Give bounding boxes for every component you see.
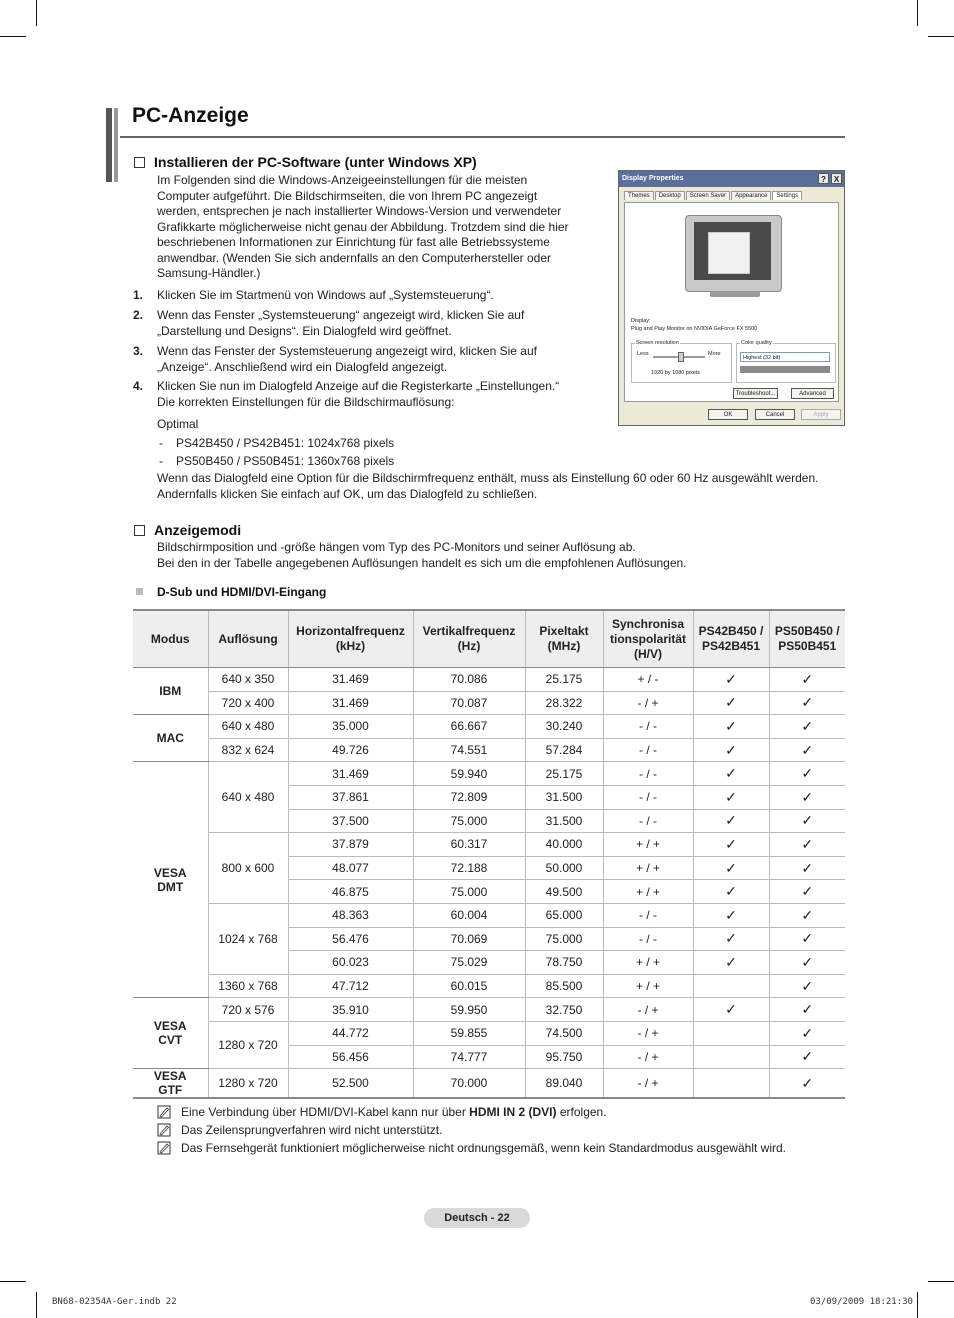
settings-panel xyxy=(624,202,839,402)
color-bar xyxy=(740,366,830,373)
vfreq-cell: 74.551 xyxy=(413,738,525,762)
resolution-cell: 1280 x 720 xyxy=(208,1069,288,1099)
vfreq-cell: 70.086 xyxy=(413,668,525,692)
title-accent-bar xyxy=(114,108,118,182)
hfreq-cell: 35.910 xyxy=(288,998,413,1022)
hfreq-cell: 47.712 xyxy=(288,974,413,998)
crop-mark xyxy=(36,0,37,26)
table-row xyxy=(133,833,845,857)
checkbox-bullet-icon xyxy=(134,525,145,536)
ps42-check-cell: ✓ xyxy=(693,691,769,715)
table-row xyxy=(133,1021,845,1045)
sync-cell: - / - xyxy=(603,809,693,833)
mode-cell: VESA GTF xyxy=(133,1069,208,1099)
pixelclock-cell: 57.284 xyxy=(525,738,603,762)
text-line: Wenn das Fenster „Systemsteuerung“ angezeigt wird, klicken Sie auf xyxy=(157,308,525,322)
step-number: 3. xyxy=(133,344,144,358)
ps42-check-cell: ✓ xyxy=(693,809,769,833)
note-icon xyxy=(157,1105,171,1119)
ps50-check-cell: ✓ xyxy=(769,1069,845,1099)
pixelclock-cell: 65.000 xyxy=(525,903,603,927)
modes-paragraph xyxy=(157,540,847,571)
sync-cell: - / + xyxy=(603,691,693,715)
imprint-date: 03/09/2009 18:21:30 xyxy=(810,1297,913,1307)
resolution-cell: 1280 x 720 xyxy=(208,1021,288,1068)
column-header: Modus xyxy=(133,610,208,668)
hfreq-cell: 35.000 xyxy=(288,715,413,739)
ps50-check-cell: ✓ xyxy=(769,880,845,904)
dialog-title-bar xyxy=(619,171,844,187)
sync-cell: - / - xyxy=(603,785,693,809)
ps50-check-cell: ✓ xyxy=(769,785,845,809)
resolution-value: 1920 by 1080 pixels xyxy=(651,370,700,376)
pixelclock-cell: 50.000 xyxy=(525,856,603,880)
ps42-check-cell: ✓ xyxy=(693,951,769,975)
step-number: 2. xyxy=(133,308,144,322)
tab-settings[interactable]: Settings xyxy=(772,191,802,200)
ps42-check-cell: ✓ xyxy=(693,668,769,692)
crop-mark xyxy=(36,1292,37,1318)
pixelclock-cell: 89.040 xyxy=(525,1069,603,1099)
hfreq-cell: 44.772 xyxy=(288,1021,413,1045)
table-row xyxy=(133,691,845,715)
window-preview xyxy=(708,232,750,274)
hfreq-cell: 60.023 xyxy=(288,951,413,975)
note-text-part: erfolgen. xyxy=(556,1105,607,1119)
text-line: Die korrekten Einstellungen für die Bildschirmauflösung: xyxy=(157,394,455,409)
monitor-icon xyxy=(685,215,782,292)
vfreq-cell: 74.777 xyxy=(413,1045,525,1069)
section-heading-text: Anzeigemodi xyxy=(154,522,242,538)
table-header-row xyxy=(133,610,845,668)
vfreq-cell: 60.015 xyxy=(413,974,525,998)
text-line: Grafikkarte möglicherweise nicht genau der Abbildung. Trotzdem sind die hier xyxy=(157,219,569,234)
ps42-check-cell: ✓ xyxy=(693,738,769,762)
table-row xyxy=(133,738,845,762)
column-header: Pixeltakt (MHz) xyxy=(525,610,603,668)
color-group xyxy=(736,343,836,383)
vfreq-cell: 72.188 xyxy=(413,856,525,880)
vfreq-cell: 60.317 xyxy=(413,833,525,857)
hfreq-cell: 56.476 xyxy=(288,927,413,951)
pixelclock-cell: 32.750 xyxy=(525,998,603,1022)
text-line: Klicken Sie im Startmenü von Windows auf „Systemsteuerung“. xyxy=(157,288,494,302)
sync-cell: + / + xyxy=(603,951,693,975)
table-row xyxy=(133,762,845,786)
ps50-check-cell: ✓ xyxy=(769,809,845,833)
sync-cell: - / - xyxy=(603,738,693,762)
section-heading-install xyxy=(133,154,477,170)
mode-cell: VESA DMT xyxy=(133,762,208,998)
pixelclock-cell: 30.240 xyxy=(525,715,603,739)
intro-paragraph xyxy=(157,173,597,282)
ps50-check-cell: ✓ xyxy=(769,903,845,927)
ps50-check-cell: ✓ xyxy=(769,833,845,857)
step-number: 1. xyxy=(133,288,144,302)
resolution-cell: 720 x 576 xyxy=(208,998,288,1022)
vfreq-cell: 59.950 xyxy=(413,998,525,1022)
column-header: PS50B450 / PS50B451 xyxy=(769,610,845,668)
vfreq-cell: 60.004 xyxy=(413,903,525,927)
sync-cell: - / + xyxy=(603,1069,693,1099)
ps42-check-cell xyxy=(693,1021,769,1045)
vfreq-cell: 70.000 xyxy=(413,1069,525,1099)
dash-bullet: - xyxy=(159,454,163,468)
ps42-check-cell xyxy=(693,1045,769,1069)
hfreq-cell: 31.469 xyxy=(288,668,413,692)
page-title: PC-Anzeige xyxy=(132,104,249,127)
ps42-check-cell: ✓ xyxy=(693,903,769,927)
mode-cell: IBM xyxy=(133,668,208,715)
table-subheading: D-Sub und HDMI/DVI-Eingang xyxy=(157,585,327,599)
tab-screen-saver[interactable]: Screen Saver xyxy=(686,191,730,200)
hfreq-cell: 46.875 xyxy=(288,880,413,904)
vfreq-cell: 75.029 xyxy=(413,951,525,975)
dash-bullet: - xyxy=(159,436,163,450)
display-properties-dialog xyxy=(618,170,845,426)
note-text-part: Eine Verbindung über HDMI/DVI-Kabel kann nur über xyxy=(181,1105,470,1119)
text-line: „Darstellung und Designs“. Ein Dialogfeld wird geöffnet. xyxy=(157,323,452,338)
ps50-check-cell: ✓ xyxy=(769,1021,845,1045)
dialog-title: Display Properties xyxy=(622,175,684,182)
sync-cell: + / + xyxy=(603,880,693,904)
hfreq-cell: 52.500 xyxy=(288,1069,413,1099)
sync-cell: + / + xyxy=(603,833,693,857)
hfreq-cell: 48.363 xyxy=(288,903,413,927)
vfreq-cell: 70.087 xyxy=(413,691,525,715)
tab-appearance[interactable]: Appearance xyxy=(731,191,771,200)
text-line: Samsung-Händler.) xyxy=(157,266,261,280)
vfreq-cell: 72.809 xyxy=(413,785,525,809)
sync-cell: - / - xyxy=(603,903,693,927)
crop-mark xyxy=(917,1292,918,1318)
note-icon xyxy=(157,1123,171,1137)
crop-mark xyxy=(0,1281,26,1282)
text-line: beschriebenen Informationen zur Einrichtung für fast alle Betriebssysteme xyxy=(157,235,550,249)
hfreq-cell: 49.726 xyxy=(288,738,413,762)
text-line: „Anzeige“. Anschließend wird ein Dialogfeld angezeigt. xyxy=(157,359,448,374)
resolution-cell: 640 x 350 xyxy=(208,668,288,692)
crop-mark xyxy=(928,1281,954,1282)
sync-cell: - / + xyxy=(603,998,693,1022)
ps42-check-cell: ✓ xyxy=(693,927,769,951)
tab-themes[interactable]: Themes xyxy=(624,191,654,200)
vfreq-cell: 70.069 xyxy=(413,927,525,951)
resolution-cell: 720 x 400 xyxy=(208,691,288,715)
pixelclock-cell: 31.500 xyxy=(525,809,603,833)
vfreq-cell: 59.940 xyxy=(413,762,525,786)
text-line: Klicken Sie nun im Dialogfeld Anzeige auf die Registerkarte „Einstellungen.“ xyxy=(157,379,560,393)
column-header: Auflösung xyxy=(208,610,288,668)
hfreq-cell: 31.469 xyxy=(288,691,413,715)
notes-list xyxy=(157,1103,786,1157)
ps50-check-cell: ✓ xyxy=(769,762,845,786)
ok-button[interactable]: OK xyxy=(708,409,748,420)
text-line: Computer aufgeführt. Die Bildschirmseiten, die von Ihrem PC angezeigt xyxy=(157,188,538,203)
resolution-cell: 640 x 480 xyxy=(208,715,288,739)
ps50-check-cell: ✓ xyxy=(769,1045,845,1069)
text-line: Im Folgenden sind die Windows-Anzeigeeinstellungen für die meisten xyxy=(157,173,528,187)
vfreq-cell: 75.000 xyxy=(413,809,525,833)
less-label: Less xyxy=(637,351,649,357)
pixelclock-cell: 78.750 xyxy=(525,951,603,975)
troubleshoot-button[interactable]: Troubleshoot... xyxy=(733,388,778,399)
page-number-badge: Deutsch - 22 xyxy=(424,1208,530,1228)
resolution-group xyxy=(631,343,732,383)
note-item xyxy=(157,1121,786,1139)
resolution-cell: 640 x 480 xyxy=(208,762,288,833)
ps42-check-cell: ✓ xyxy=(693,785,769,809)
advanced-button[interactable]: Advanced xyxy=(791,388,834,399)
sync-cell: - / + xyxy=(603,1021,693,1045)
apply-button[interactable]: Apply xyxy=(801,409,841,420)
crop-mark xyxy=(917,0,918,26)
sync-cell: + / - xyxy=(603,668,693,692)
pixelclock-cell: 95.750 xyxy=(525,1045,603,1069)
step-number: 4. xyxy=(133,379,144,393)
column-header: Horizontalfrequenz (kHz) xyxy=(288,610,413,668)
sync-cell: - / + xyxy=(603,1045,693,1069)
section-heading-text: Installieren der PC-Software (unter Windows XP) xyxy=(154,154,477,170)
step-2 xyxy=(133,308,525,339)
table-row xyxy=(133,998,845,1022)
hfreq-cell: 56.456 xyxy=(288,1045,413,1069)
title-divider xyxy=(120,136,845,138)
crop-mark xyxy=(928,36,954,37)
ps42-check-cell: ✓ xyxy=(693,715,769,739)
display-modes-table xyxy=(133,609,845,1099)
note-icon xyxy=(157,1141,171,1155)
hfreq-cell: 31.469 xyxy=(288,762,413,786)
table-row xyxy=(133,1069,845,1099)
text-line: Bildschirmposition und -größe hängen vom Typ des PC-Monitors und seiner Auflösung ab. xyxy=(157,540,636,554)
pixelclock-cell: 49.500 xyxy=(525,880,603,904)
resolution-group-label: Screen resolution xyxy=(636,340,679,346)
tab-desktop[interactable]: Desktop xyxy=(655,191,685,200)
slider-handle[interactable] xyxy=(678,352,684,362)
ps50-check-cell: ✓ xyxy=(769,691,845,715)
pixelclock-cell: 74.500 xyxy=(525,1021,603,1045)
text-line: Bei den in der Tabelle angegebenen Auflösungen handelt es sich um die empfohlenen Auflösungen. xyxy=(157,555,687,570)
dialog-tabs xyxy=(624,191,802,200)
step-1 xyxy=(133,288,494,304)
text-line: werden, entsprechen je nach installierter Windows-Version und verwendeter xyxy=(157,204,562,218)
ps42-check-cell xyxy=(693,974,769,998)
crop-mark xyxy=(0,36,26,37)
imprint-file: BN68-02354A-Ger.indb 22 xyxy=(52,1297,177,1307)
pixelclock-cell: 25.175 xyxy=(525,762,603,786)
pixelclock-cell: 31.500 xyxy=(525,785,603,809)
pixelclock-cell: 40.000 xyxy=(525,833,603,857)
note-text xyxy=(181,1105,607,1119)
resolution-cell: 800 x 600 xyxy=(208,833,288,904)
color-group-label: Color quality xyxy=(741,340,772,346)
ps50-check-cell: ✓ xyxy=(769,951,845,975)
vfreq-cell: 66.667 xyxy=(413,715,525,739)
close-icon[interactable]: X xyxy=(831,173,842,184)
square-bullet-icon xyxy=(136,588,143,595)
color-quality-select[interactable]: Highest (32 bit) xyxy=(740,352,830,362)
cancel-button[interactable]: Cancel xyxy=(755,409,795,420)
text-line: Andernfalls klicken Sie einfach auf OK, um das Dialogfeld zu schließen. xyxy=(157,486,538,501)
column-header: Synchronisa tionspolarität (H/V) xyxy=(603,610,693,668)
resolution-cell: 1360 x 768 xyxy=(208,974,288,998)
ps42-check-cell: ✓ xyxy=(693,762,769,786)
closing-paragraph xyxy=(157,471,847,502)
text-line: Wenn das Fenster der Systemsteuerung angezeigt wird, klicken Sie auf xyxy=(157,344,537,358)
optimal-item: PS50B450 / PS50B451: 1360x768 pixels xyxy=(176,454,395,468)
vfreq-cell: 59.855 xyxy=(413,1021,525,1045)
resolution-cell: 832 x 624 xyxy=(208,738,288,762)
hfreq-cell: 37.861 xyxy=(288,785,413,809)
ps42-check-cell: ✓ xyxy=(693,880,769,904)
sync-cell: - / - xyxy=(603,762,693,786)
note-item xyxy=(157,1139,786,1157)
pixelclock-cell: 75.000 xyxy=(525,927,603,951)
sync-cell: + / + xyxy=(603,856,693,880)
text-line: anwendbar. (Wenden Sie sich andernfalls an den Computerhersteller oder xyxy=(157,250,552,265)
pixelclock-cell: 25.175 xyxy=(525,668,603,692)
table-row xyxy=(133,715,845,739)
ps50-check-cell: ✓ xyxy=(769,856,845,880)
optimal-label: Optimal xyxy=(157,417,199,431)
ps42-check-cell: ✓ xyxy=(693,998,769,1022)
more-label: More xyxy=(708,351,721,357)
column-header: PS42B450 / PS42B451 xyxy=(693,610,769,668)
note-item xyxy=(157,1103,786,1121)
display-label: Display: xyxy=(631,318,651,324)
ps42-check-cell: ✓ xyxy=(693,856,769,880)
ps42-check-cell xyxy=(693,1069,769,1099)
title-accent-bar xyxy=(106,108,112,182)
sync-cell: - / - xyxy=(603,715,693,739)
hfreq-cell: 37.879 xyxy=(288,833,413,857)
note-text: Das Fernsehgerät funktioniert möglicherweise nicht ordnungsgemäß, wenn kein Standardmodus ausgewählt wird. xyxy=(181,1141,786,1155)
mode-cell: MAC xyxy=(133,715,208,762)
pixelclock-cell: 28.322 xyxy=(525,691,603,715)
ps50-check-cell: ✓ xyxy=(769,715,845,739)
ps50-check-cell: ✓ xyxy=(769,974,845,998)
help-icon[interactable]: ? xyxy=(818,173,829,184)
table-row xyxy=(133,974,845,998)
hfreq-cell: 48.077 xyxy=(288,856,413,880)
hfreq-cell: 37.500 xyxy=(288,809,413,833)
vfreq-cell: 75.000 xyxy=(413,880,525,904)
ps50-check-cell: ✓ xyxy=(769,668,845,692)
ps42-check-cell: ✓ xyxy=(693,833,769,857)
step-4 xyxy=(133,379,560,410)
optimal-item: PS42B450 / PS42B451: 1024x768 pixels xyxy=(176,436,395,450)
ps50-check-cell: ✓ xyxy=(769,998,845,1022)
note-text: Das Zeilensprungverfahren wird nicht unterstützt. xyxy=(181,1123,443,1137)
ps50-check-cell: ✓ xyxy=(769,927,845,951)
step-3 xyxy=(133,344,537,375)
monitor-stand xyxy=(710,291,760,297)
checkbox-bullet-icon xyxy=(134,157,145,168)
sync-cell: + / + xyxy=(603,974,693,998)
note-bold-part: HDMI IN 2 (DVI) xyxy=(469,1105,557,1119)
sync-cell: - / - xyxy=(603,927,693,951)
table-row xyxy=(133,903,845,927)
pixelclock-cell: 85.500 xyxy=(525,974,603,998)
monitor-screen xyxy=(694,222,771,280)
text-line: Wenn das Dialogfeld eine Option für die Bildschirmfrequenz enthält, muss als Einstellung 60 oder 60 Hz ausgewählt werden. xyxy=(157,471,819,485)
resolution-cell: 1024 x 768 xyxy=(208,903,288,974)
table-row xyxy=(133,668,845,692)
display-value: Plug and Play Monitor on NVIDIA GeForce FX 5500 xyxy=(631,326,758,332)
mode-cell: VESA CVT xyxy=(133,998,208,1069)
column-header: Vertikalfrequenz (Hz) xyxy=(413,610,525,668)
ps50-check-cell: ✓ xyxy=(769,738,845,762)
section-heading-modes xyxy=(133,522,241,538)
